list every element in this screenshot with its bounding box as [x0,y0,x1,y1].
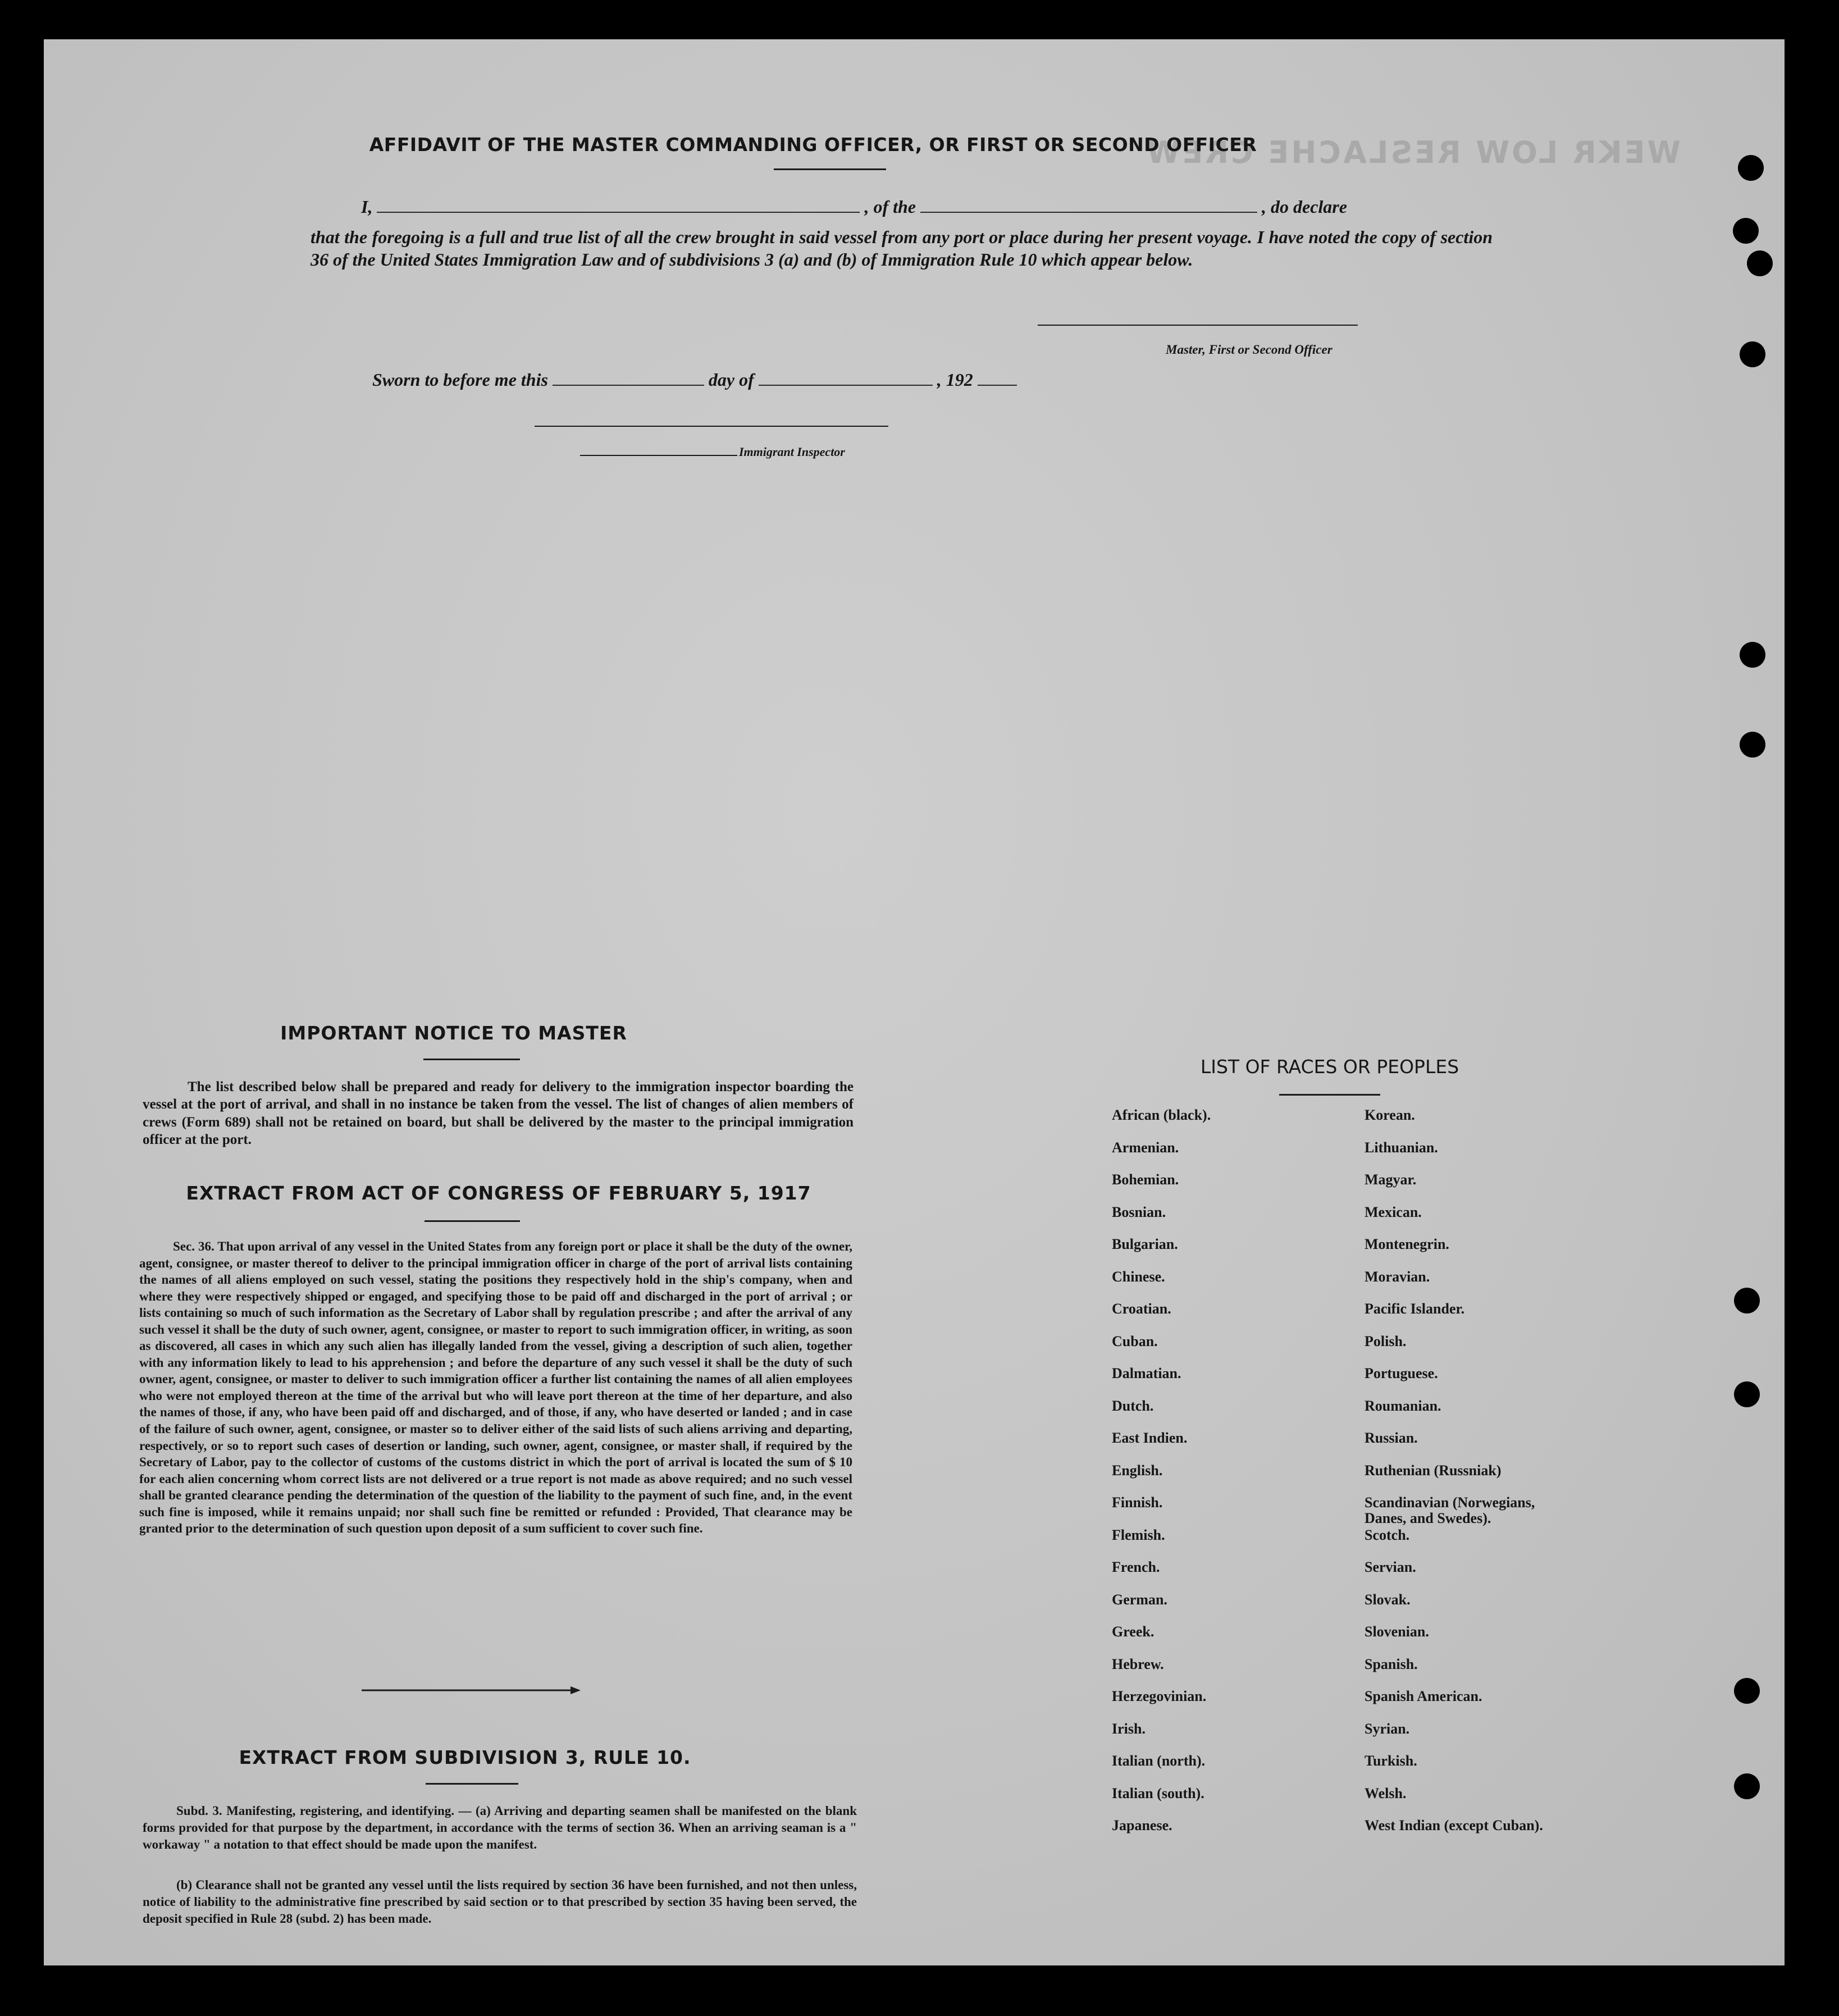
race-item: Scotch. [1365,1526,1410,1543]
punch-hole [1734,1678,1760,1704]
notice-title: IMPORTANT NOTICE TO MASTER [280,1022,627,1044]
race-item: Slovak. [1365,1591,1411,1608]
race-item: Croatian. [1112,1301,1171,1317]
race-item: Herzegovinian. [1112,1688,1207,1704]
race-item: Welsh. [1365,1785,1407,1801]
affidavit-title: AFFIDAVIT OF THE MASTER COMMANDING OFFICER, OR FIRST OR SECOND OFFICER [369,134,1257,156]
race-item: Italian (south). [1112,1785,1204,1801]
act-divider [425,1220,520,1222]
races-right-column [1365,1107,1612,1850]
race-item: Servian. [1365,1559,1416,1575]
race-item: Armenian. [1112,1139,1179,1156]
race-item: Russian. [1365,1430,1418,1446]
race-item: Chinese. [1112,1268,1165,1285]
rule-title: EXTRACT FROM SUBDIVISION 3, RULE 10. [239,1746,691,1768]
race-item: Dalmatian. [1112,1365,1181,1381]
affidavit-declaration-line [361,197,1490,217]
race-item: French. [1112,1559,1160,1575]
race-item: Ruthenian (Russniak) [1365,1462,1502,1479]
race-item: Spanish American. [1365,1688,1482,1704]
race-item: Bosnian. [1112,1203,1166,1220]
sworn-month-blank[interactable] [759,384,933,386]
affidavit-i-label: I, [361,197,373,217]
signature-line[interactable] [1038,325,1358,326]
sworn-day-blank[interactable] [553,384,704,386]
race-item: Bulgarian. [1112,1236,1178,1252]
punch-hole [1734,1773,1760,1799]
affidavit-declare-label: , do declare [1262,197,1347,217]
race-item: Finnish. [1112,1494,1163,1511]
race-item: Scandinavian (Norwegians, Danes, and Swedes). [1365,1494,1535,1526]
notice-divider [423,1059,520,1060]
race-item: African (black). [1112,1107,1211,1123]
inspector-name-line[interactable] [580,455,737,456]
race-item: Japanese. [1112,1817,1172,1833]
rule-divider [426,1783,518,1785]
race-item: East Indien. [1112,1430,1188,1446]
race-item: Bohemian. [1112,1171,1179,1188]
sworn-year-label: , 192 [937,370,973,390]
race-item: Italian (north). [1112,1753,1206,1769]
race-item: Cuban. [1112,1333,1158,1349]
race-item: Polish. [1365,1333,1407,1349]
race-item: English. [1112,1462,1163,1479]
affidavit-of-the-label: , of the [864,197,916,217]
bleed-through-text: WEKR LOW RESLACHE CREW [1144,135,1681,170]
race-item: Turkish. [1365,1753,1417,1769]
master-signature-label: Master, First or Second Officer [1166,343,1333,357]
race-item: Pacific Islander. [1365,1301,1465,1317]
inspector-signature-line[interactable] [535,426,888,427]
sworn-year-blank[interactable] [978,384,1017,386]
race-item: Flemish. [1112,1526,1165,1543]
punch-hole [1740,341,1765,367]
punch-hole [1738,155,1764,181]
inspector-label: Immigrant Inspector [739,445,845,459]
race-item: Hebrew. [1112,1655,1164,1672]
races-title: LIST OF RACES OR PEOPLES [1200,1056,1459,1078]
sworn-day-of-label: day of [708,370,754,390]
race-item: West Indian (except Cuban). [1365,1817,1543,1833]
race-item: Syrian. [1365,1720,1410,1737]
punch-hole [1740,642,1765,668]
race-item: Greek. [1112,1623,1154,1640]
race-item: Slovenian. [1365,1623,1429,1640]
act-title: EXTRACT FROM ACT OF CONGRESS OF FEBRUARY 5, 1917 [186,1182,811,1204]
punch-hole [1740,732,1765,758]
vessel-blank[interactable] [920,211,1257,213]
punch-hole [1747,250,1773,276]
name-blank[interactable] [377,211,860,213]
race-item: Mexican. [1365,1203,1422,1220]
arrow-rule [362,1685,581,1696]
notice-body: The list described below shall be prepared and ready for delivery to the immigration inspector boarding the vessel at the port of arrival, and shall in no instance be taken from the vessel. The list of changes of alien members of crews (Form 689) shall not be retained on board, but shall be delivered by the master to the principal immigration officer at the port. [143,1079,854,1147]
race-item: Magyar. [1365,1171,1417,1188]
race-item: Portuguese. [1365,1365,1438,1381]
race-item: Spanish. [1365,1655,1418,1672]
race-item: Dutch. [1112,1397,1154,1414]
sworn-line [372,370,1021,390]
race-item: Korean. [1365,1107,1415,1123]
races-left-column [1112,1107,1348,1850]
title-divider [774,168,886,170]
affidavit-body: that the foregoing is a full and true list of all the crew brought in said vessel from any port or place during her present voyage. I have noted the copy of section 36 of the United States Immigration Law and of subdivisions 3 (a) and (b) of Immigration Rule 10 which appear below. [311,227,1493,270]
act-body: Sec. 36. That upon arrival of any vessel in the United States from any foreign port or place it shall be the duty of the owner, agent, consignee, or master thereof to deliver to the principal immigration officer in charge of the port of arrival lists containing the names of all aliens employed on such vessel, stating the positions they respectively hold in the ship's company, when and where they were respectively shipped or engaged, and specifying those to be paid off and discharged in the port of arrival ; or lists containing so much of such information as the Secretary of Labor shall by regulation prescribe ; and after the arrival of any such vessel it shall be the duty of such owner, agent, consignee, or master to report to such immigration officer, in writing, as soon as discovered, all cases in which any such alien has illegally landed from the vessel, giving a description of such alien, together with any information likely to lead to his apprehension ; and before the departure of any such vessel it shall be the duty of such owner, agent, consignee, or master to deliver to such immigration officer a further list containing the names of all alien employees who were not employed thereon at the time of the arrival but who will leave port thereon at the time of her departure, and also the names of those, if any, who have been paid off and discharged, and of those, if any, who have deserted or landed ; and in case of the failure of such owner, agent, consignee, or master so to deliver either of the said lists of such aliens arriving and departing, respectively, or so to report such cases of desertion or landing, such owner, agent, consignee, or master shall, if required by the Secretary of Labor, pay to the collector of customs of the customs district in which the port of arrival is located the sum of $ 10 for each alien concerning whom correct lists are not delivered or a true report is not made as above required; and no such vessel shall be granted clearance pending the determination of the question of the liability to the payment of such fine, and, in the event such fine is imposed, while it remains unpaid; nor shall such fine be remitted or refunded : Provided, That clearance may be granted prior to the determination of such question upon deposit of a sum sufficient to cover such fine. [139,1239,852,1536]
races-divider [1279,1094,1380,1096]
punch-hole [1734,1381,1760,1407]
race-item: Moravian. [1365,1268,1430,1285]
punch-hole [1733,218,1759,244]
race-item: German. [1112,1591,1167,1608]
sworn-prefix: Sworn to before me this [372,370,548,390]
race-item: Irish. [1112,1720,1146,1737]
race-item: Montenegrin. [1365,1236,1449,1252]
punch-hole [1734,1288,1760,1313]
form-page [44,39,1785,1965]
rule-para-a: Subd. 3. Manifesting, registering, and identifying. — (a) Arriving and departing seamen shall be manifested on the blank forms provided for that purpose by the department, in accordance with the terms of section 36. When an arriving seaman is a " workaway " a notation to that effect should be made upon the manifest. [143,1804,857,1851]
rule-para-b: (b) Clearance shall not be granted any vessel until the lists required by section 36 have been furnished, and not then unless, notice of liability to the administrative fine prescribed by said section or to that prescribed by section 35 having been served, the deposit specified in Rule 28 (subd. 2) has been made. [143,1878,857,1926]
race-item: Lithuanian. [1365,1139,1438,1156]
race-item: Roumanian. [1365,1397,1441,1414]
